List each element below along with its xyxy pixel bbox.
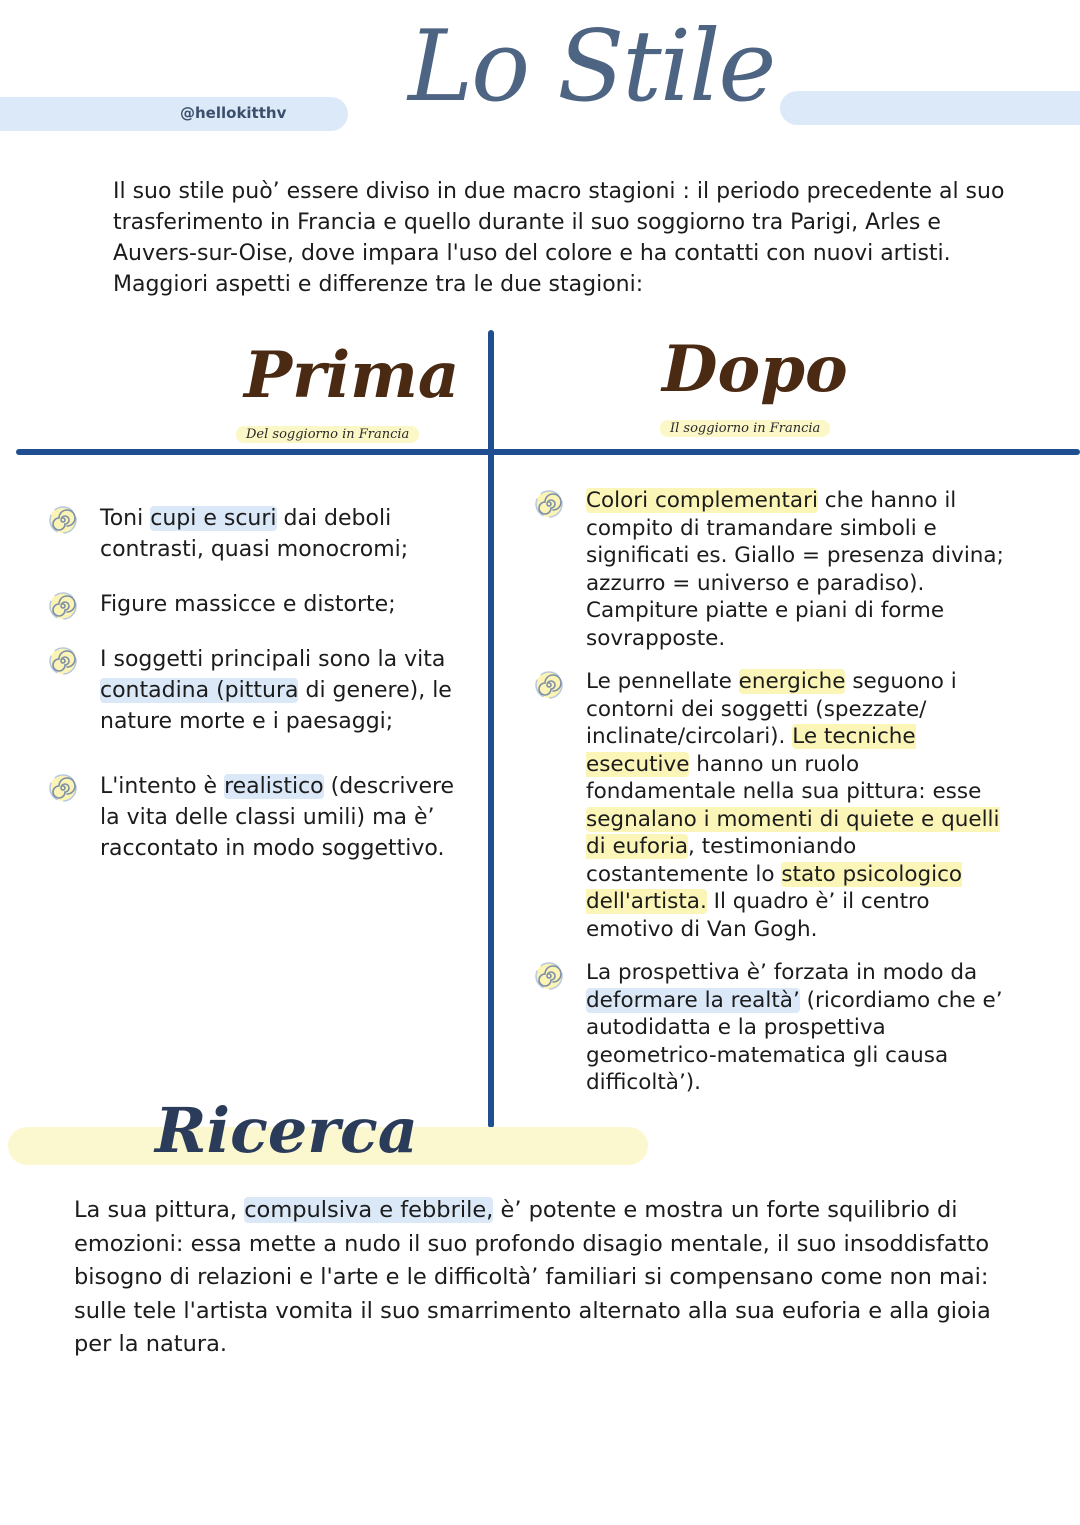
- spiral-bullet-icon: [48, 591, 78, 621]
- prima-list: [48, 503, 468, 888]
- intro-text: [113, 176, 1013, 300]
- prima-subtitle: Del soggiorno in Francia: [236, 426, 419, 443]
- prima-title: Prima: [244, 338, 460, 413]
- list-item: Toni cupi e scuri dai deboli contrasti, quasi monocromi;: [48, 503, 468, 565]
- header-band-right: [780, 91, 1080, 125]
- list-item: Figure massicce e distorte;: [48, 589, 468, 620]
- header-band-left: [0, 97, 348, 131]
- intro-lead: Maggiori aspetti e differenze tra le due stagioni:: [113, 272, 644, 297]
- spiral-bullet-icon: [534, 489, 564, 519]
- author-handle: @hellokitthv: [180, 104, 287, 122]
- intro-paragraph: Il suo stile può’ essere diviso in due macro stagioni : il periodo precedente al suo trasferimento in Francia e quello durante il suo soggiorno tra Parigi, Arles e Auvers-sur-Oise, dove impara l'uso del colore e ha contatti con nuovi artisti.: [113, 179, 1005, 266]
- list-item: Colori complementari che hanno il compito di tramandare simboli e significati es. Giallo = presenza divina; azzurro = universo e paradiso). Campiture piatte e piani di forme sovrapposte.: [534, 487, 1004, 652]
- dopo-title: Dopo: [662, 332, 848, 407]
- spiral-bullet-icon: [48, 505, 78, 535]
- page-title: Lo Stile: [408, 10, 775, 124]
- list-item: I soggetti principali sono la vita contadina (pittura di genere), le nature morte e i paesaggi;: [48, 644, 468, 737]
- dopo-subtitle: Il soggiorno in Francia: [660, 420, 830, 437]
- list-item: Le pennellate energiche seguono i contorni dei soggetti (spezzate/ inclinate/circolari). Le tecniche esecutive hanno un ruolo fondamentale nella sua pittura: esse segnalano i momenti di quiete e quelli di euforia, testimoniando costantemente lo stato psicologico dell'artista. Il quadro è’ il centro emotivo di Van Gogh.: [534, 668, 1004, 943]
- ricerca-title: Ricerca: [155, 1094, 418, 1167]
- list-item: La prospettiva è’ forzata in modo da deformare la realtà’ (ricordiamo che e’ autodidatta e la prospettiva geometrico-matematica gli causa difficoltà’).: [534, 959, 1004, 1097]
- spiral-bullet-icon: [534, 961, 564, 991]
- spiral-bullet-icon: [48, 646, 78, 676]
- header-divider: [16, 449, 1080, 455]
- dopo-list: [534, 487, 1004, 1113]
- ricerca-text: La sua pittura, compulsiva e febbrile, è’ potente e mostra un forte squilibrio di emozioni: essa mette a nudo il suo profondo disagio mentale, il suo insoddisfatto bisogno di relazioni e l'arte e le difficoltà’ familiari si compensano come non mai: sulle tele l'artista vomita il suo smarrimento alternato alla sua euforia e alla gioia per la natura.: [74, 1197, 991, 1357]
- spiral-bullet-icon: [534, 670, 564, 700]
- spiral-bullet-icon: [48, 773, 78, 803]
- list-item: L'intento è realistico (descrivere la vita delle classi umili) ma è’ raccontato in modo soggettivo.: [48, 771, 468, 864]
